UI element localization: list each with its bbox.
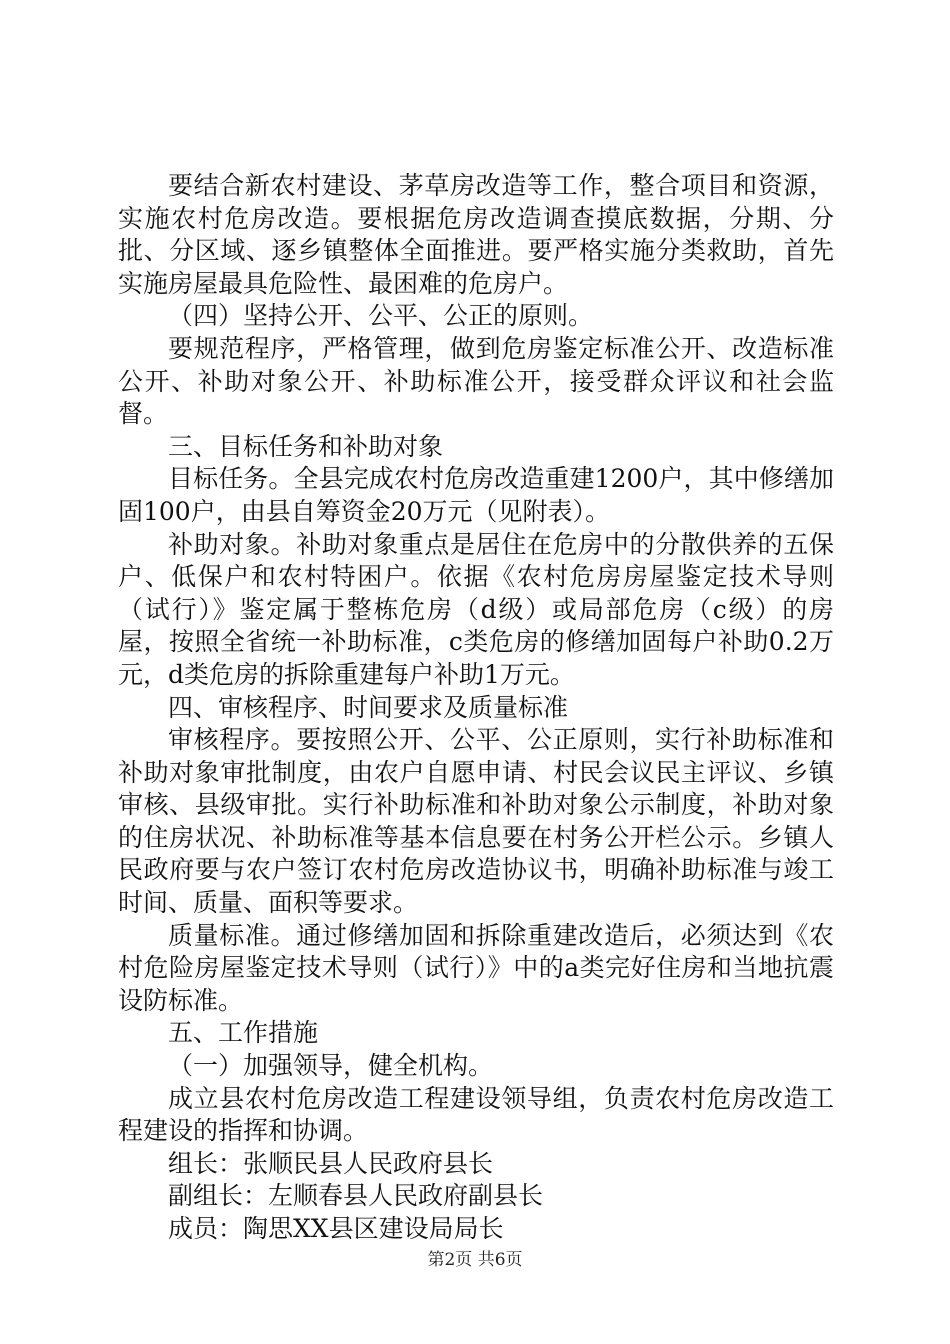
list-item: 组长：张顺民县人民政府县长 — [168, 1148, 494, 1178]
page-footer: 第2页 共6页 — [427, 1250, 523, 1270]
section-heading: 五、工作措施 — [168, 1018, 319, 1048]
section-heading: 四、审核程序、时间要求及质量标准 — [168, 692, 569, 722]
section-heading: （四）坚持公开、公平、公正的原则。 — [168, 301, 594, 331]
document-body — [118, 170, 834, 1246]
list-item: 副组长：左顺春县人民政府副县长 — [168, 1181, 544, 1211]
paragraph: 质量标准。通过修缮加固和拆除重建改造后，必须达到《农村危险房屋鉴定技术导则（试行）》中的a类完好住房和当地抗震设防标准。 — [118, 920, 834, 1015]
section-heading: （一）加强领导，健全机构。 — [168, 1051, 494, 1081]
paragraph: 要结合新农村建设、茅草房改造等工作，整合项目和资源，实施农村危房改造。要根据危房改造调查摸底数据，分期、分批、分区域、逐乡镇整体全面推进。要严格实施分类救助，首先实施房屋最具危险性、最困难的危房户。 — [118, 171, 834, 298]
paragraph: 成立县农村危房改造工程建设领导组，负责农村危房改造工程建设的指挥和协调。 — [118, 1083, 834, 1146]
paragraph: 要规范程序，严格管理，做到危房鉴定标准公开、改造标准公开、补助对象公开、补助标准公开，接受群众评议和社会监督。 — [118, 333, 834, 429]
paragraph: 补助对象。补助对象重点是居住在危房中的分散供养的五保户、低保户和农村特困户。依据《农村危房房屋鉴定技术导则（试行）》鉴定属于整栋危房（d级）或局部危房（c级）的房屋，按照全省统一补助标准，c类危房的修缮加固每户补助0.2万元，d类危房的拆除重建每户补助1万元。 — [118, 529, 834, 689]
paragraph: 目标任务。全县完成农村危房改造重建1200户，其中修缮加固100户，由县自筹资金20万元（见附表）。 — [118, 464, 834, 526]
list-item: 成员：陶思XX县区建设局局长 — [168, 1214, 504, 1243]
paragraph: 审核程序。要按照公开、公平、公正原则，实行补助标准和补助对象审批制度，由农户自愿申请、村民会议民主评议、乡镇审核、县级审批。实行补助标准和补助对象公示制度，补助对象的住房状况、补助标准等基本信息要在村务公开栏公示。乡镇人民政府要与农户签订农村危房改造协议书，明确补助标准与竣工时间、质量、面积等要求。 — [118, 725, 834, 918]
section-heading: 三、目标任务和补助对象 — [168, 431, 444, 461]
